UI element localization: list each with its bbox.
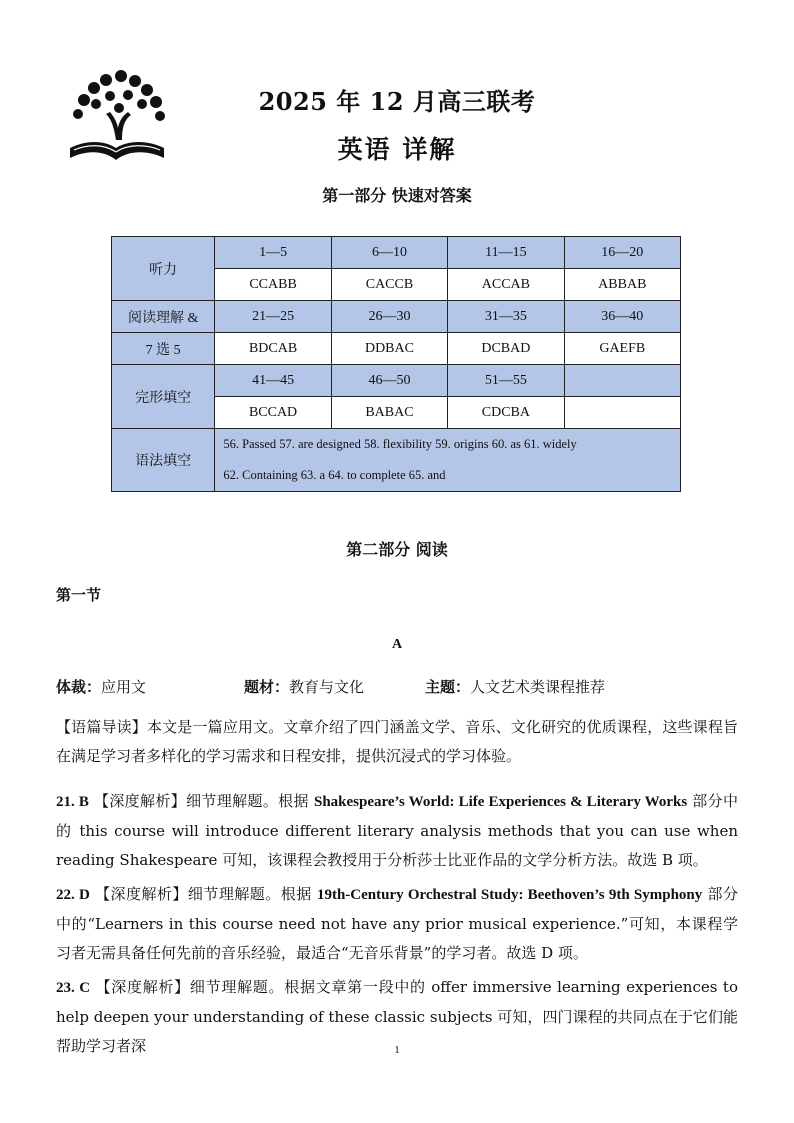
range-cell: 21—25 xyxy=(215,301,331,333)
range-cell: 41—45 xyxy=(215,365,331,397)
explanation-text: 部分中的“Learners in this course need not have any prior musical experience.”可知，本课程学习者无需具备任何先前的音乐经验，最适合“无音乐背景”的学习者。故选 D 项。 xyxy=(56,885,738,962)
grammar-answers-line2: 62. Containing 63. a 64. to complete 65. and xyxy=(215,460,681,492)
range-cell: 31—35 xyxy=(448,301,564,333)
genre-value: 应用文 xyxy=(101,678,147,696)
theme-label: 主题： xyxy=(425,678,471,696)
range-cell: 11—15 xyxy=(448,237,564,269)
reading-label-line1: 阅读理解 & xyxy=(112,301,215,333)
grammar-answers-line1: 56. Passed 57. are designed 58. flexibility 59. origins 60. as 61. widely xyxy=(215,429,681,461)
explanation-text: 部分中的 this course will introduce different literary analysis methods that you can use when reading Shakespeare 可知，该课程会教授用于分析莎士比亚作品的文学分析方法。故选 B 项。 xyxy=(56,792,738,869)
table-row xyxy=(112,333,681,365)
reading-label-line2: 7 选 5 xyxy=(112,333,215,365)
passage-label: A xyxy=(391,637,403,652)
doc-title: 2025 年 12 月高三联考 xyxy=(258,87,536,116)
table-row xyxy=(112,365,681,397)
answer-22 xyxy=(56,880,738,968)
answer-cell: BDCAB xyxy=(215,333,331,365)
question-number: 23. C xyxy=(56,980,91,996)
answer-cell: CDCBA xyxy=(448,397,564,429)
range-cell: 26—30 xyxy=(331,301,447,333)
range-cell: 1—5 xyxy=(215,237,331,269)
section-label: 第一节 xyxy=(56,586,102,604)
answer-cell: GAEFB xyxy=(564,333,680,365)
explanation-text: 【深度解析】细节理解题。根据 xyxy=(93,792,314,810)
theme-value: 人文艺术类课程推荐 xyxy=(470,678,606,696)
answer-cell: CACCB xyxy=(331,269,447,301)
table-row xyxy=(112,301,681,333)
answer-cell: ABBAB xyxy=(564,269,680,301)
answer-cell: BCCAD xyxy=(215,397,331,429)
table-row xyxy=(112,237,681,269)
topic-field xyxy=(244,676,364,697)
range-cell: 46—50 xyxy=(331,365,447,397)
topic-value: 教育与文化 xyxy=(289,678,365,696)
genre-label: 体裁： xyxy=(56,678,102,696)
part2-heading: 第二部分 阅读 xyxy=(346,540,448,559)
section-reference: Shakespeare’s World: Life Experiences & Literary Works xyxy=(313,794,688,810)
genre-field xyxy=(56,676,146,697)
section-reference: 19th-Century Orchestral Study: Beethoven’s 9th Symphony xyxy=(316,887,703,903)
doc-subtitle: 英语 详解 xyxy=(337,135,457,164)
explanation-text: 【深度解析】细节理解题。根据文章第一段中的 offer immersive learning experiences to help deepen your understanding of these classic subjects 可知，四门课程的共同点在于它们能帮助学习者深 xyxy=(56,978,738,1055)
grammar-label: 语法填空 xyxy=(112,429,215,492)
answer-cell: DDBAC xyxy=(331,333,447,365)
empty-cell xyxy=(564,397,680,429)
table-row xyxy=(112,429,681,461)
range-cell: 51—55 xyxy=(448,365,564,397)
answer-cell: CCABB xyxy=(215,269,331,301)
explanation-text: 【深度解析】细节理解题。根据 xyxy=(95,885,317,903)
answer-cell: DCBAD xyxy=(448,333,564,365)
topic-label: 题材： xyxy=(244,678,290,696)
answer-key-table xyxy=(111,236,681,492)
answer-21 xyxy=(56,787,738,875)
answer-cell: ACCAB xyxy=(448,269,564,301)
part1-heading: 第一部分 快速对答案 xyxy=(322,186,472,205)
empty-cell xyxy=(564,365,680,397)
range-cell: 36—40 xyxy=(564,301,680,333)
passage-intro: 【语篇导读】本文是一篇应用文。文章介绍了四门涵盖文学、音乐、文化研究的优质课程，这些课程旨在满足学习者多样化的学习需求和日程安排，提供沉浸式的学习体验。 xyxy=(56,718,738,765)
answer-cell: BABAC xyxy=(331,397,447,429)
page-number: 1 xyxy=(394,1044,400,1056)
question-number: 22. D xyxy=(56,887,90,903)
range-cell: 6—10 xyxy=(331,237,447,269)
question-number: 21. B xyxy=(56,794,89,810)
range-cell: 16—20 xyxy=(564,237,680,269)
cloze-label: 完形填空 xyxy=(112,365,215,429)
theme-field xyxy=(425,676,605,697)
listening-label: 听力 xyxy=(112,237,215,301)
